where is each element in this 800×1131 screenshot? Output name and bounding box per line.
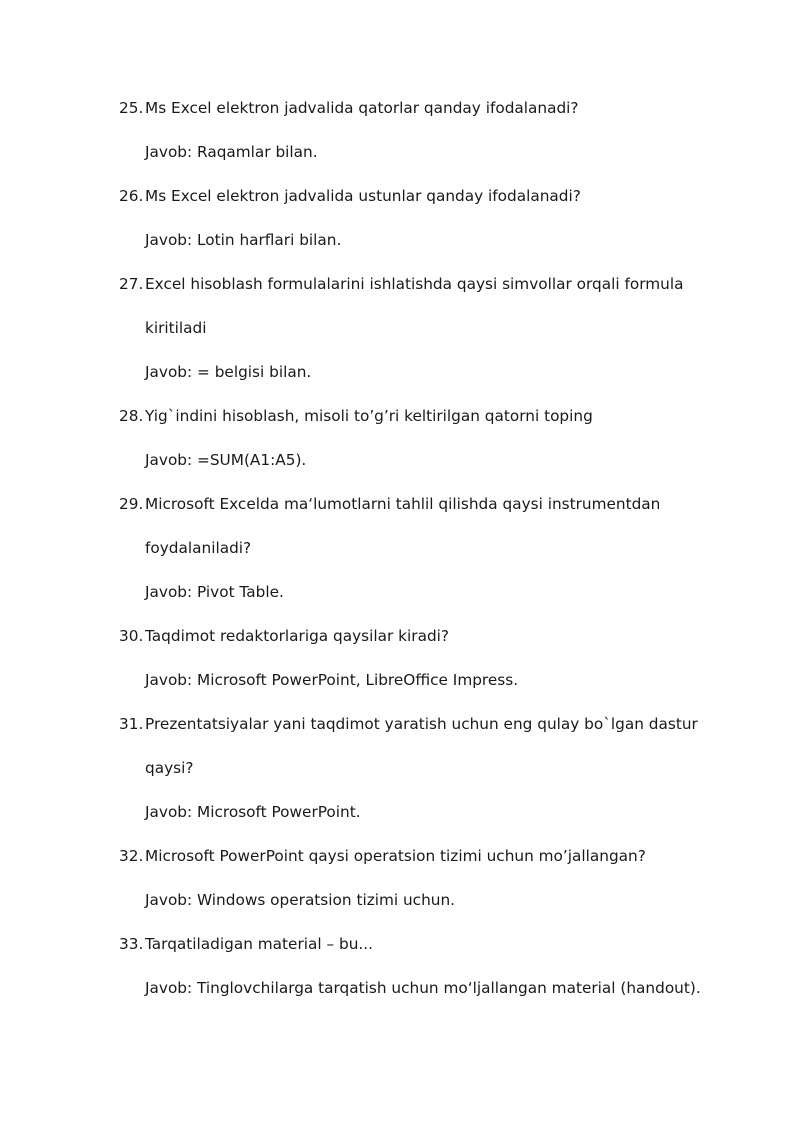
answer-text: Javob: Raqamlar bilan. bbox=[145, 143, 318, 161]
question-line bbox=[0, 614, 800, 658]
question-number: 28. bbox=[119, 407, 144, 425]
question-continuation-line bbox=[0, 526, 800, 570]
question-number: 29. bbox=[119, 495, 144, 513]
answer-line bbox=[0, 130, 800, 174]
question-line bbox=[0, 482, 800, 526]
question-line bbox=[0, 394, 800, 438]
answer-text: Javob: =SUM(A1:A5). bbox=[145, 451, 307, 469]
question-number: 25. bbox=[119, 99, 144, 117]
question-number: 32. bbox=[119, 847, 144, 865]
question-text: Ms Excel elektron jadvalida qatorlar qanday ifodalanadi? bbox=[145, 99, 579, 117]
answer-text: Javob: Tinglovchilarga tarqatish uchun mo‘ljallangan material (handout). bbox=[145, 979, 701, 997]
answer-text: Javob: Microsoft PowerPoint. bbox=[145, 803, 361, 821]
question-text-continued: qaysi? bbox=[145, 759, 194, 777]
question-answer-list bbox=[0, 86, 800, 1010]
question-number: 33. bbox=[119, 935, 144, 953]
answer-text: Javob: = belgisi bilan. bbox=[145, 363, 312, 381]
question-text: Taqdimot redaktorlariga qaysilar kiradi? bbox=[145, 627, 450, 645]
answer-text: Javob: Windows operatsion tizimi uchun. bbox=[145, 891, 456, 909]
question-number: 26. bbox=[119, 187, 144, 205]
question-number: 27. bbox=[119, 275, 144, 293]
qa-item-32 bbox=[0, 834, 800, 922]
question-line bbox=[0, 702, 800, 746]
answer-line bbox=[0, 350, 800, 394]
qa-item-29 bbox=[0, 482, 800, 614]
question-text: Yig`indini hisoblash, misoli to’g’ri keltirilgan qatorni toping bbox=[145, 407, 593, 425]
question-continuation-line bbox=[0, 746, 800, 790]
answer-line bbox=[0, 570, 800, 614]
question-line bbox=[0, 86, 800, 130]
question-number: 31. bbox=[119, 715, 144, 733]
answer-text: Javob: Microsoft PowerPoint, LibreOffice Impress. bbox=[145, 671, 519, 689]
question-text: Ms Excel elektron jadvalida ustunlar qanday ifodalanadi? bbox=[145, 187, 581, 205]
answer-line bbox=[0, 790, 800, 834]
answer-line bbox=[0, 218, 800, 262]
question-text-continued: kiritiladi bbox=[145, 319, 207, 337]
qa-item-27 bbox=[0, 262, 800, 394]
qa-item-33 bbox=[0, 922, 800, 1010]
question-text-continued: foydalaniladi? bbox=[145, 539, 252, 557]
qa-item-31 bbox=[0, 702, 800, 834]
question-text: Microsoft Excelda ma‘lumotlarni tahlil qilishda qaysi instrumentdan bbox=[145, 495, 661, 513]
question-line bbox=[0, 922, 800, 966]
question-number: 30. bbox=[119, 627, 144, 645]
answer-line bbox=[0, 438, 800, 482]
question-continuation-line bbox=[0, 306, 800, 350]
answer-text: Javob: Lotin harflari bilan. bbox=[145, 231, 342, 249]
question-text: Prezentatsiyalar yani taqdimot yaratish uchun eng qulay bo`lgan dastur bbox=[145, 715, 698, 733]
answer-line bbox=[0, 966, 800, 1010]
answer-line bbox=[0, 878, 800, 922]
qa-item-28 bbox=[0, 394, 800, 482]
qa-item-30 bbox=[0, 614, 800, 702]
question-line bbox=[0, 262, 800, 306]
question-line bbox=[0, 174, 800, 218]
answer-line bbox=[0, 658, 800, 702]
answer-text: Javob: Pivot Table. bbox=[145, 583, 284, 601]
qa-item-26 bbox=[0, 174, 800, 262]
question-line bbox=[0, 834, 800, 878]
question-text: Microsoft PowerPoint qaysi operatsion tizimi uchun mo’jallangan? bbox=[145, 847, 646, 865]
question-text: Excel hisoblash formulalarini ishlatishda qaysi simvollar orqali formula bbox=[145, 275, 684, 293]
qa-item-25 bbox=[0, 86, 800, 174]
question-text: Tarqatiladigan material – bu... bbox=[145, 935, 373, 953]
